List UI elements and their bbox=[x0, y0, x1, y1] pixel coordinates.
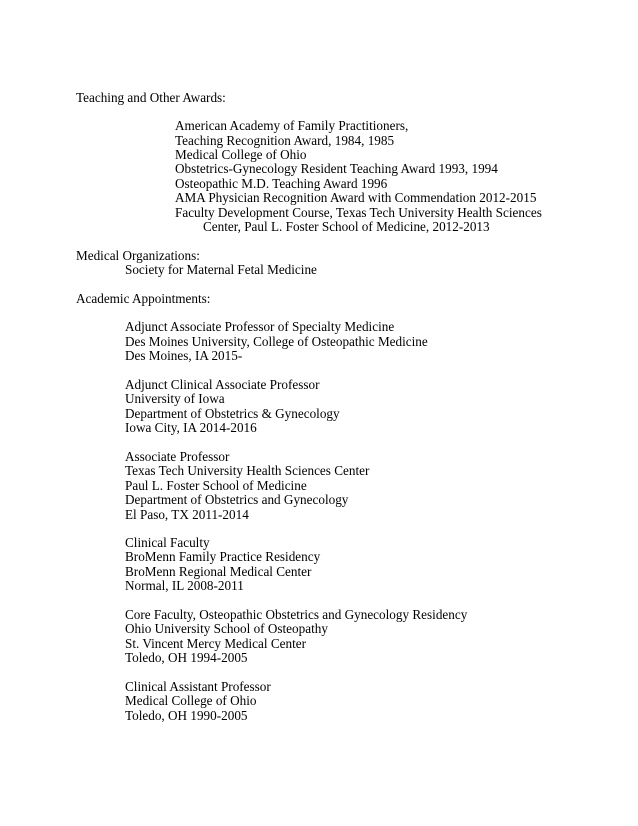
teaching-awards-heading: Teaching and Other Awards: bbox=[76, 90, 226, 105]
appointment-line: University of Iowa bbox=[125, 391, 225, 406]
appointment-line: Adjunct Clinical Associate Professor bbox=[125, 377, 320, 392]
award-line: Center, Paul L. Foster School of Medicine, 2012-2013 bbox=[203, 219, 490, 234]
appointment-line: Toledo, OH 1994-2005 bbox=[125, 650, 248, 665]
appointment-line: Clinical Assistant Professor bbox=[125, 679, 271, 694]
appointment-line: Medical College of Ohio bbox=[125, 693, 257, 708]
appointment-line: BroMenn Regional Medical Center bbox=[125, 564, 312, 579]
appointment-line: Associate Professor bbox=[125, 449, 230, 464]
appointment-line: Normal, IL 2008-2011 bbox=[125, 578, 244, 593]
award-line: Obstetrics-Gynecology Resident Teaching Award 1993, 1994 bbox=[175, 161, 498, 176]
organization-item: Society for Maternal Fetal Medicine bbox=[125, 262, 317, 277]
appointment-line: Core Faculty, Osteopathic Obstetrics and Gynecology Residency bbox=[125, 607, 468, 622]
appointment-line: Texas Tech University Health Sciences Center bbox=[125, 463, 370, 478]
appointment-line: St. Vincent Mercy Medical Center bbox=[125, 636, 306, 651]
appointment-line: Ohio University School of Osteopathy bbox=[125, 621, 328, 636]
appointment-line: Clinical Faculty bbox=[125, 535, 210, 550]
appointment-line: El Paso, TX 2011-2014 bbox=[125, 507, 249, 522]
award-line: AMA Physician Recognition Award with Commendation 2012-2015 bbox=[175, 190, 537, 205]
award-line: Osteopathic M.D. Teaching Award 1996 bbox=[175, 176, 388, 191]
appointment-line: Paul L. Foster School of Medicine bbox=[125, 478, 307, 493]
award-line: American Academy of Family Practitioners, bbox=[175, 118, 409, 133]
appointment-line: Des Moines, IA 2015- bbox=[125, 348, 243, 363]
appointment-line: Des Moines University, College of Osteopathic Medicine bbox=[125, 334, 428, 349]
appointment-line: Iowa City, IA 2014-2016 bbox=[125, 420, 257, 435]
appointment-line: Adjunct Associate Professor of Specialty Medicine bbox=[125, 319, 395, 334]
appointment-line: BroMenn Family Practice Residency bbox=[125, 549, 321, 564]
appointment-line: Department of Obstetrics and Gynecology bbox=[125, 492, 349, 507]
appointment-line: Department of Obstetrics & Gynecology bbox=[125, 406, 340, 421]
award-line: Teaching Recognition Award, 1984, 1985 bbox=[175, 133, 395, 148]
award-line: Medical College of Ohio bbox=[175, 147, 307, 162]
academic-appointments-heading: Academic Appointments: bbox=[76, 291, 211, 306]
medical-organizations-heading: Medical Organizations: bbox=[76, 248, 200, 263]
award-line: Faculty Development Course, Texas Tech University Health Sciences bbox=[175, 205, 542, 220]
appointment-line: Toledo, OH 1990-2005 bbox=[125, 708, 248, 723]
